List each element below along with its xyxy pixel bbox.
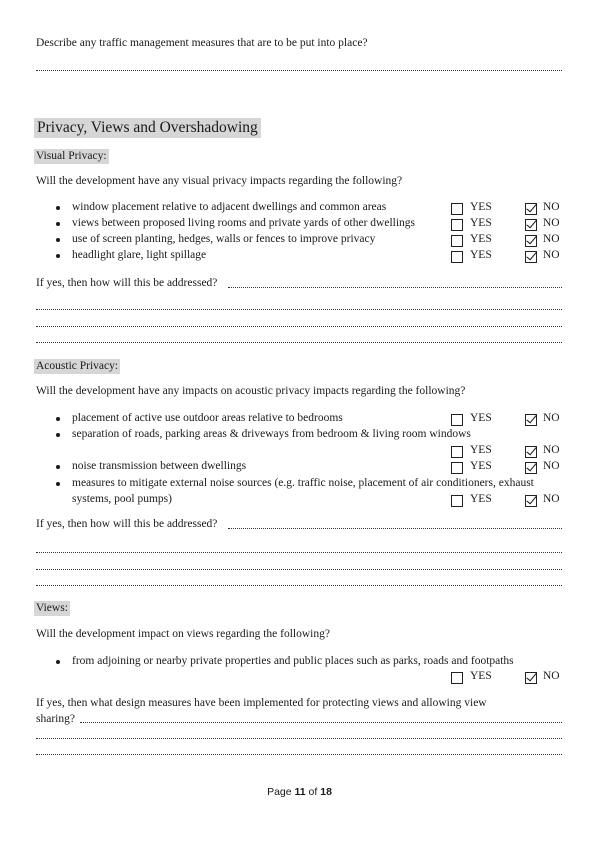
item-label-line1: measures to mitigate external noise sources (e.g. traffic noise, placement of air conditioners, exhaust xyxy=(72,477,534,489)
no-label: NO xyxy=(543,412,560,424)
answer-line[interactable] xyxy=(36,569,562,570)
bullet-icon xyxy=(56,238,60,242)
item-label: separation of roads, parking areas & driveways from bedroom & living room windows xyxy=(72,428,471,440)
bullet-icon xyxy=(56,254,60,258)
no-label: NO xyxy=(543,217,560,229)
section-title: Privacy, Views and Overshadowing xyxy=(34,118,261,138)
views-subtitle: Views: xyxy=(36,602,68,614)
yes-label: YES xyxy=(470,249,492,261)
bullet-icon xyxy=(56,206,60,210)
no-label: NO xyxy=(543,670,560,682)
yes-label: YES xyxy=(470,460,492,472)
visual-followup: If yes, then how will this be addressed? xyxy=(36,277,218,289)
no-checkbox[interactable] xyxy=(525,495,537,507)
page-middle: of xyxy=(305,786,321,798)
current-page: 11 xyxy=(294,786,306,798)
no-label: NO xyxy=(543,460,560,472)
answer-line[interactable] xyxy=(36,552,562,553)
yes-checkbox[interactable] xyxy=(451,446,463,458)
yes-label: YES xyxy=(470,493,492,505)
bullet-icon xyxy=(56,417,60,421)
no-checkbox[interactable] xyxy=(525,251,537,263)
answer-line[interactable] xyxy=(36,70,562,71)
views-followup-line2: sharing? xyxy=(36,713,75,725)
page-prefix: Page xyxy=(267,786,295,798)
bullet-icon xyxy=(56,482,60,486)
no-label: NO xyxy=(543,444,560,456)
no-checkbox[interactable] xyxy=(525,219,537,231)
answer-line[interactable] xyxy=(36,585,562,586)
bullet-icon xyxy=(56,660,60,664)
no-label: NO xyxy=(543,249,560,261)
visual-privacy-question: Will the development have any visual privacy impacts regarding the following? xyxy=(36,175,403,187)
yes-checkbox[interactable] xyxy=(451,495,463,507)
yes-checkbox[interactable] xyxy=(451,203,463,215)
visual-privacy-subtitle: Visual Privacy: xyxy=(36,150,107,162)
item-label: views between proposed living rooms and private yards of other dwellings xyxy=(72,217,416,229)
item-label: use of screen planting, hedges, walls or fences to improve privacy xyxy=(72,233,376,245)
total-pages: 18 xyxy=(320,786,332,798)
no-checkbox[interactable] xyxy=(525,446,537,458)
acoustic-privacy-question: Will the development have any impacts on acoustic privacy impacts regarding the following? xyxy=(36,385,466,397)
no-label: NO xyxy=(543,201,560,213)
yes-label: YES xyxy=(470,217,492,229)
traffic-question: Describe any traffic management measures that are to be put into place? xyxy=(36,37,368,49)
yes-label: YES xyxy=(470,670,492,682)
answer-line[interactable] xyxy=(36,754,562,755)
acoustic-followup: If yes, then how will this be addressed? xyxy=(36,518,218,530)
item-label-line2: systems, pool pumps) xyxy=(72,493,172,505)
bullet-icon xyxy=(56,433,60,437)
answer-line[interactable] xyxy=(36,309,562,310)
page-number xyxy=(0,786,599,798)
views-followup-line1: If yes, then what design measures have been implemented for protecting views and allowing view xyxy=(36,697,487,709)
yes-checkbox[interactable] xyxy=(451,672,463,684)
item-label: placement of active use outdoor areas relative to bedrooms xyxy=(72,412,343,424)
yes-label: YES xyxy=(470,444,492,456)
no-checkbox[interactable] xyxy=(525,203,537,215)
no-checkbox[interactable] xyxy=(525,235,537,247)
yes-label: YES xyxy=(470,201,492,213)
no-label: NO xyxy=(543,493,560,505)
item-label: window placement relative to adjacent dwellings and common areas xyxy=(72,201,387,213)
item-label: headlight glare, light spillage xyxy=(72,249,207,261)
item-label: from adjoining or nearby private properties and public places such as parks, roads and footpaths xyxy=(72,655,514,667)
yes-checkbox[interactable] xyxy=(451,219,463,231)
acoustic-privacy-subtitle: Acoustic Privacy: xyxy=(36,360,119,372)
no-checkbox[interactable] xyxy=(525,672,537,684)
answer-line[interactable] xyxy=(36,738,562,739)
yes-checkbox[interactable] xyxy=(451,251,463,263)
yes-label: YES xyxy=(470,412,492,424)
bullet-icon xyxy=(56,465,60,469)
views-question: Will the development impact on views regarding the following? xyxy=(36,628,330,640)
bullet-icon xyxy=(56,222,60,226)
answer-line[interactable] xyxy=(228,528,562,529)
no-label: NO xyxy=(543,233,560,245)
answer-line[interactable] xyxy=(36,326,562,327)
yes-checkbox[interactable] xyxy=(451,235,463,247)
answer-line[interactable] xyxy=(36,342,562,343)
yes-label: YES xyxy=(470,233,492,245)
no-checkbox[interactable] xyxy=(525,462,537,474)
answer-line[interactable] xyxy=(228,287,562,288)
answer-line[interactable] xyxy=(80,722,562,723)
item-label: noise transmission between dwellings xyxy=(72,460,247,472)
no-checkbox[interactable] xyxy=(525,414,537,426)
yes-checkbox[interactable] xyxy=(451,414,463,426)
yes-checkbox[interactable] xyxy=(451,462,463,474)
